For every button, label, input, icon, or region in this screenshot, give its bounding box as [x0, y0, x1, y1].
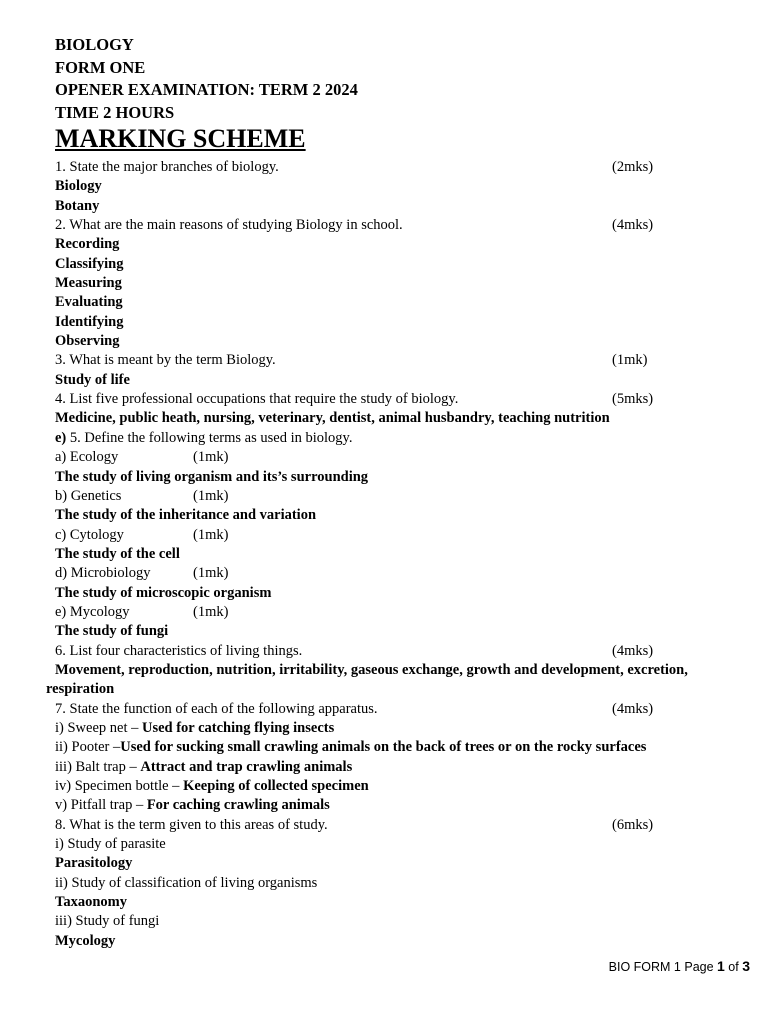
- answer-line: Taxaonomy: [55, 894, 127, 911]
- term-label: e) Mycology: [55, 603, 130, 620]
- study-prompt: ii) Study of classification of living organisms: [55, 874, 318, 891]
- study-prompt: i) Study of parasite: [55, 836, 166, 853]
- footer-label: BIO FORM 1 Page: [608, 960, 718, 974]
- term-marks: (1mk): [193, 603, 229, 620]
- answer-line: Parasitology: [55, 855, 133, 872]
- answer-line: Identifying: [55, 313, 124, 330]
- apparatus-label: ii) Pooter –: [55, 739, 121, 756]
- answer-line: Mycology: [55, 932, 116, 949]
- term-marks: (1mk): [193, 487, 229, 504]
- apparatus-label: v) Pitfall trap –: [55, 797, 147, 814]
- question-4-text: 4. List five professional occupations that require the study of biology.: [55, 391, 459, 408]
- answer-line: Movement, reproduction, nutrition, irritability, gaseous exchange, growth and development, excretion,: [55, 661, 688, 678]
- apparatus-answer: For caching crawling animals: [146, 797, 330, 814]
- term-label: c) Cytology: [55, 526, 124, 543]
- time-heading: TIME 2 HOURS: [55, 102, 175, 122]
- answer-line: Observing: [55, 333, 120, 350]
- exam-heading: OPENER EXAMINATION: TERM 2 2024: [55, 80, 358, 99]
- answer-line: The study of living organism and its’s surrounding: [55, 468, 369, 485]
- answer-line: The study of fungi: [55, 623, 169, 640]
- page-footer: [609, 958, 750, 974]
- question-5: [55, 429, 755, 448]
- question-4: [55, 390, 755, 409]
- page-number: 1: [717, 958, 725, 974]
- question-5-prefix: e): [55, 429, 67, 446]
- footer-of: of: [724, 960, 743, 974]
- answer-line: Botany: [55, 197, 100, 214]
- question-1-text: 1. State the major branches of biology.: [55, 159, 279, 175]
- question-1-marks: (2mks): [612, 159, 654, 175]
- page-total: 3: [742, 958, 750, 974]
- answer-line: The study of the cell: [55, 545, 180, 562]
- answer-line: The study of microscopic organism: [55, 584, 272, 601]
- apparatus-answer: Attract and trap crawling animals: [140, 758, 353, 775]
- term-marks: (1mk): [193, 526, 229, 543]
- answer-line: Measuring: [55, 275, 122, 292]
- question-5-text: 5. Define the following terms as used in biology.: [66, 429, 353, 446]
- term-line: [55, 448, 755, 467]
- study-prompt: iii) Study of fungi: [55, 913, 160, 930]
- question-3-marks: (1mk): [612, 352, 648, 369]
- apparatus-label: i) Sweep net –: [55, 719, 142, 736]
- question-3-text: 3. What is meant by the term Biology.: [55, 352, 276, 369]
- term-line: [55, 603, 755, 622]
- term-line: [55, 564, 755, 583]
- question-8-marks: (6mks): [612, 816, 654, 833]
- question-2-text: 2. What are the main reasons of studying Biology in school.: [55, 217, 403, 234]
- question-7: [55, 700, 755, 719]
- apparatus-answer: Used for sucking small crawling animals on the back of trees or on the rocky surfaces: [120, 739, 647, 756]
- question-8: [55, 816, 755, 835]
- term-marks: (1mk): [193, 565, 229, 582]
- form-heading: FORM ONE: [55, 57, 146, 77]
- answer-line: Medicine, public heath, nursing, veterinary, dentist, animal husbandry, teaching nutrition: [55, 410, 610, 427]
- answer-line: Classifying: [55, 255, 124, 272]
- question-6-text: 6. List four characteristics of living things.: [55, 642, 303, 659]
- apparatus-answer: Keeping of collected specimen: [183, 778, 369, 794]
- answer-line: Evaluating: [55, 294, 123, 311]
- answer-line: Recording: [55, 236, 120, 253]
- apparatus-line: [55, 738, 755, 757]
- exam-header: [55, 34, 358, 124]
- term-line: [55, 526, 755, 545]
- question-7-text: 7. State the function of each of the following apparatus.: [55, 700, 378, 717]
- question-4-marks: (5mks): [612, 391, 654, 408]
- apparatus-answer: Used for catching flying insects: [141, 719, 335, 736]
- subject-heading: BIOLOGY: [55, 35, 134, 54]
- question-7-marks: (4mks): [612, 700, 654, 717]
- term-line: [55, 487, 755, 506]
- answer-line: The study of the inheritance and variation: [55, 507, 317, 524]
- question-8-text: 8. What is the term given to this areas of study.: [55, 816, 328, 833]
- apparatus-label: iv) Specimen bottle –: [55, 778, 184, 794]
- page-title: MARKING SCHEME: [55, 124, 306, 153]
- apparatus-line: [55, 758, 755, 777]
- term-label: b) Genetics: [55, 487, 122, 504]
- answer-line: Biology: [55, 178, 102, 195]
- term-label: d) Microbiology: [55, 565, 151, 582]
- question-2-marks: (4mks): [612, 217, 654, 234]
- question-1: [55, 158, 755, 177]
- question-6: [55, 642, 755, 661]
- question-2: [55, 216, 755, 235]
- question-6-marks: (4mks): [612, 642, 654, 659]
- answer-line: Study of life: [55, 371, 130, 388]
- apparatus-label: iii) Balt trap –: [55, 758, 141, 775]
- apparatus-line: [55, 777, 755, 796]
- answer-line: respiration: [46, 681, 115, 698]
- term-label: a) Ecology: [55, 449, 119, 466]
- apparatus-line: [55, 796, 755, 815]
- term-marks: (1mk): [193, 449, 229, 466]
- apparatus-line: [55, 719, 755, 738]
- question-3: [55, 351, 755, 370]
- marking-scheme-body: [46, 158, 755, 951]
